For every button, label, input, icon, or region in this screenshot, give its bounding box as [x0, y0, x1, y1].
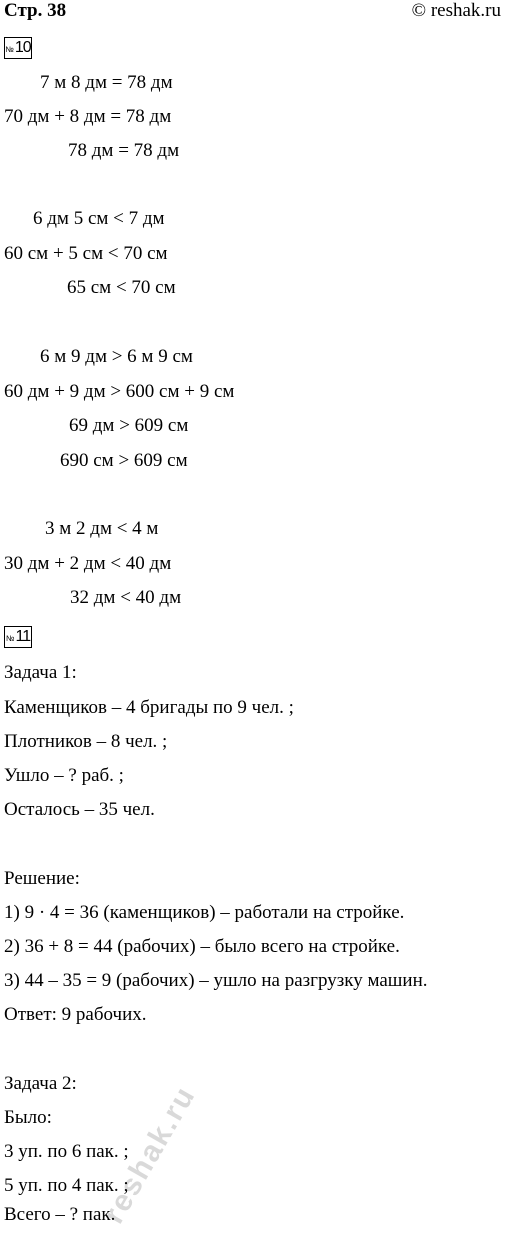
problem-heading: Задача 1:	[4, 662, 77, 683]
task-10-badge	[4, 37, 32, 59]
solution-step: 1) 9 · 4 = 36 (каменщиков) – работали на стройке.	[4, 902, 405, 923]
task-11-badge	[4, 626, 32, 648]
text-line: Ушло – ? раб. ;	[4, 765, 124, 786]
task-number: 11	[15, 628, 31, 645]
equation-line: 6 дм 5 см < 7 дм	[33, 208, 165, 229]
text-line: Каменщиков – 4 бригады по 9 чел. ;	[4, 697, 294, 718]
equation-line: 32 дм < 40 дм	[70, 587, 182, 608]
task-number: 10	[14, 39, 31, 56]
equation-line: 60 дм + 9 дм > 600 см + 9 см	[4, 381, 235, 402]
text-line: Всего – ? пак.	[4, 1204, 116, 1225]
solution-heading: Решение:	[4, 868, 80, 889]
text-line: 5 уп. по 4 пак. ;	[4, 1175, 129, 1196]
text-line: Плотников – 8 чел. ;	[4, 731, 168, 752]
equation-line: 6 м 9 дм > 6 м 9 см	[40, 346, 193, 367]
equation-line: 69 дм > 609 см	[69, 415, 189, 436]
equation-line: 690 см > 609 см	[60, 450, 188, 471]
equation-line: 30 дм + 2 дм < 40 дм	[4, 553, 172, 574]
equation-line: 70 дм + 8 дм = 78 дм	[4, 106, 172, 127]
equation-line: 3 м 2 дм < 4 м	[45, 518, 159, 539]
problem-heading: Задача 2:	[4, 1073, 77, 1094]
site-credit: © reshak.ru	[411, 0, 501, 21]
equation-line: 78 дм = 78 дм	[68, 140, 180, 161]
text-line: Было:	[4, 1107, 52, 1128]
equation-line: 7 м 8 дм = 78 дм	[40, 72, 173, 93]
text-line: Осталось – 35 чел.	[4, 799, 155, 820]
page-number: Стр. 38	[4, 0, 67, 21]
solution-step: 2) 36 + 8 = 44 (рабочих) – было всего на стройке.	[4, 936, 400, 957]
equation-line: 60 см + 5 см < 70 см	[4, 243, 168, 264]
solution-step: 3) 44 – 35 = 9 (рабочих) – ушло на разгрузку машин.	[4, 970, 428, 991]
number-sign: №	[5, 634, 15, 643]
answer-line: Ответ: 9 рабочих.	[4, 1004, 147, 1025]
number-sign: №	[5, 45, 14, 54]
watermark: reshak.ru	[97, 1080, 203, 1230]
equation-line: 65 см < 70 см	[67, 277, 176, 298]
text-line: 3 уп. по 6 пак. ;	[4, 1141, 129, 1162]
